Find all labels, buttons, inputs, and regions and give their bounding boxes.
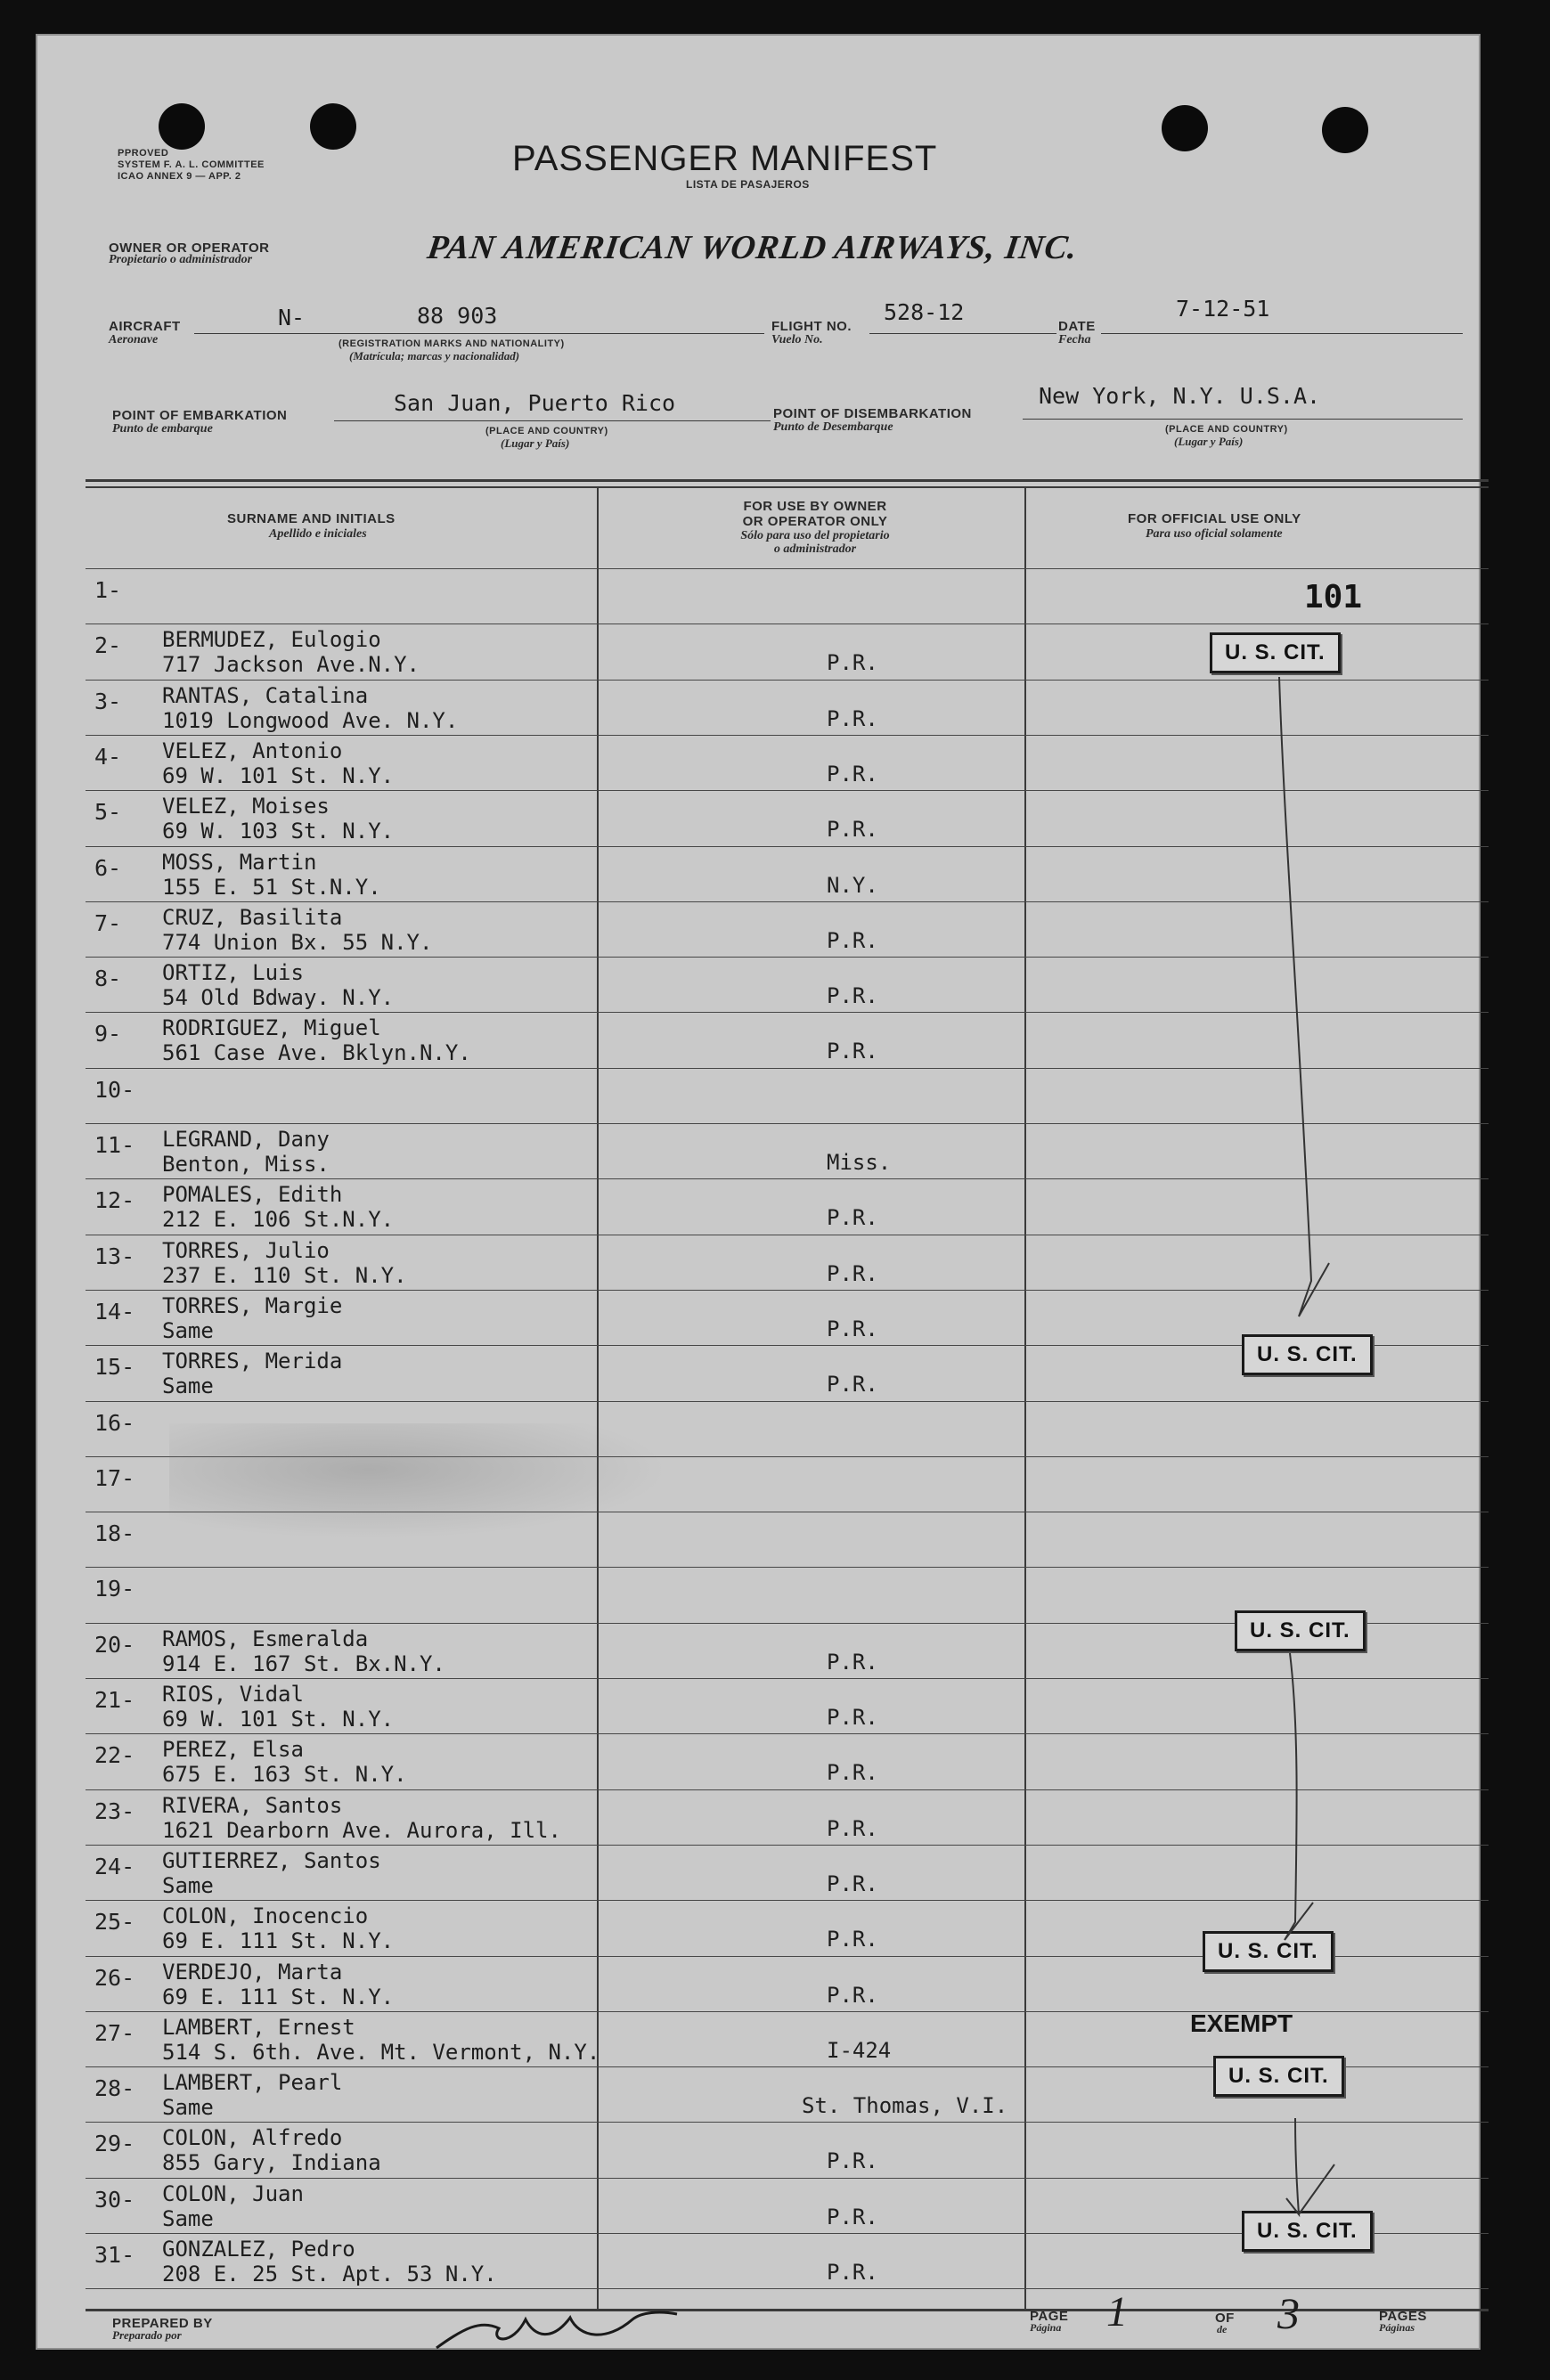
passenger-name: TORRES, Julio [162, 1237, 330, 1263]
row-number: 13- [94, 1243, 135, 1269]
row-number: 1- [94, 577, 122, 603]
passenger-address: 212 E. 106 St.N.Y. [162, 1207, 395, 1233]
passenger-address: 1019 Longwood Ave. N.Y. [162, 707, 459, 733]
embark-label: POINT OF EMBARKATION [112, 408, 288, 423]
row-number: 15- [94, 1354, 135, 1381]
operator-code: P.R. [827, 2204, 878, 2229]
embark-place-note-es: (Lugar y País) [501, 436, 570, 450]
passenger-name: VELEZ, Antonio [162, 738, 343, 763]
passenger-name: RANTAS, Catalina [162, 682, 369, 708]
pencil-mark [36, 34, 1481, 2350]
disembark-place-note: (PLACE AND COUNTRY) [1165, 424, 1288, 435]
page-title-es: LISTA DE PASAJEROS [686, 178, 810, 191]
passenger-name: COLON, Juan [162, 2180, 304, 2206]
us-cit-stamp: U. S. CIT. [1242, 2211, 1373, 2252]
disembark-label-es: Punto de Desembarque [773, 420, 893, 434]
operator-code: P.R. [827, 1039, 878, 1064]
passenger-address: 237 E. 110 St. N.Y. [162, 1262, 407, 1288]
embark-value: San Juan, Puerto Rico [394, 390, 676, 416]
of-label: OF [1215, 2311, 1235, 2326]
operator-code: P.R. [827, 1316, 878, 1341]
passenger-address: 561 Case Ave. Bklyn.N.Y. [162, 1040, 471, 1066]
of-label-es: de [1217, 2323, 1228, 2335]
approval-line: PPROVED [118, 148, 169, 159]
passenger-name: RODRIGUEZ, Miguel [162, 1015, 381, 1041]
passenger-name: VERDEJO, Marta [162, 1959, 343, 1985]
signature [428, 2302, 695, 2355]
row-number: 30- [94, 2186, 135, 2213]
passenger-address: 69 E. 111 St. N.Y. [162, 1928, 395, 1954]
passenger-name: LEGRAND, Dany [162, 1127, 330, 1152]
us-cit-stamp: U. S. CIT. [1210, 632, 1341, 673]
operator-code: P.R. [827, 817, 878, 843]
row-number: 14- [94, 1298, 135, 1324]
aircraft-prefix: N- [278, 305, 306, 330]
passenger-address: 774 Union Bx. 55 N.Y. [162, 929, 433, 955]
us-cit-stamp: U. S. CIT. [1203, 1931, 1334, 1972]
passenger-address: Same [162, 1373, 214, 1399]
passenger-name: RIOS, Vidal [162, 1682, 304, 1707]
operator-code: St. Thomas, V.I. [802, 2093, 1008, 2119]
passenger-address: Same [162, 2205, 214, 2231]
passenger-address: 69 W. 103 St. N.Y. [162, 819, 395, 844]
passenger-address: 69 W. 101 St. N.Y. [162, 1707, 395, 1732]
approval-line: ICAO ANNEX 9 — APP. 2 [118, 171, 241, 182]
row-number: 19- [94, 1576, 135, 1602]
operator-code: P.R. [827, 1815, 878, 1841]
operator-code: P.R. [827, 1372, 878, 1398]
disembark-place-note-es: (Lugar y País) [1174, 435, 1244, 448]
passenger-address: Same [162, 1872, 214, 1898]
col-owner-header-es-line: o administrador [773, 542, 857, 556]
flight-label: FLIGHT NO. [771, 319, 852, 334]
passenger-address: Benton, Miss. [162, 1152, 330, 1177]
passenger-name: COLON, Alfredo [162, 2125, 343, 2151]
operator-code: P.R. [827, 2148, 878, 2174]
row-number: 24- [94, 1853, 135, 1879]
embark-place-note: (PLACE AND COUNTRY) [485, 426, 608, 436]
row-number: 7- [94, 909, 122, 936]
us-cit-stamp: U. S. CIT. [1235, 1610, 1366, 1651]
col-surname-header-es: Apellido e iniciales [269, 527, 367, 541]
passenger-name: MOSS, Martin [162, 849, 317, 875]
row-number: 27- [94, 2019, 135, 2046]
passenger-name: POMALES, Edith [162, 1182, 343, 1208]
flight-label-es: Vuelo No. [771, 333, 823, 346]
passenger-name: GUTIERREZ, Santos [162, 1847, 381, 1873]
passenger-name: RIVERA, Santos [162, 1792, 343, 1818]
pages-label: PAGES [1379, 2309, 1427, 2324]
row-number: 22- [94, 1742, 135, 1769]
aircraft-label-es: Aeronave [109, 333, 159, 346]
operator-code: P.R. [827, 1705, 878, 1730]
operator-code: P.R. [827, 927, 878, 953]
passenger-name: LAMBERT, Ernest [162, 2014, 355, 2040]
row-number: 26- [94, 1964, 135, 1991]
row-number: 21- [94, 1687, 135, 1713]
operator-code: P.R. [827, 1760, 878, 1786]
passenger-name: GONZALEZ, Pedro [162, 2237, 355, 2262]
row-number: 25- [94, 1909, 135, 1936]
row-number: 20- [94, 1631, 135, 1658]
row-number: 17- [94, 1464, 135, 1491]
prepared-label-es: Preparado por [112, 2328, 182, 2342]
us-cit-stamp: U. S. CIT. [1213, 2056, 1344, 2097]
operator-code: P.R. [827, 1982, 878, 2008]
official-number: 101 [1304, 579, 1363, 615]
passenger-name: COLON, Inocencio [162, 1903, 369, 1929]
passenger-name: VELEZ, Moises [162, 794, 330, 819]
row-number: 31- [94, 2242, 135, 2268]
operator-code: P.R. [827, 1649, 878, 1675]
flight-value: 528-12 [884, 299, 965, 325]
row-number: 6- [94, 854, 122, 881]
col-owner-header-line: OR OPERATOR ONLY [742, 514, 888, 529]
passenger-address: 514 S. 6th. Ave. Mt. Vermont, N.Y. [162, 2039, 600, 2065]
row-number: 2- [94, 632, 122, 659]
passenger-address: Same [162, 2095, 214, 2121]
prepared-label: PREPARED BY [112, 2316, 213, 2331]
passenger-address: 1621 Dearborn Ave. Aurora, Ill. [162, 1817, 561, 1843]
row-number: 5- [94, 799, 122, 826]
col-surname-header: SURNAME AND INITIALS [227, 511, 396, 526]
date-label-es: Fecha [1058, 333, 1091, 346]
us-cit-stamp: U. S. CIT. [1242, 1334, 1373, 1375]
passenger-name: CRUZ, Basilita [162, 904, 343, 930]
passenger-name: PEREZ, Elsa [162, 1737, 304, 1763]
page-title: PASSENGER MANIFEST [512, 139, 938, 178]
passenger-name: ORTIZ, Luis [162, 960, 304, 986]
pages-label-es: Páginas [1379, 2321, 1415, 2334]
aircraft-label: AIRCRAFT [109, 319, 181, 334]
row-number: 11- [94, 1132, 135, 1158]
operator-code: P.R. [827, 2260, 878, 2285]
passenger-address: Same [162, 1317, 214, 1343]
row-number: 10- [94, 1076, 135, 1103]
row-number: 3- [94, 688, 122, 714]
passenger-address: 208 E. 25 St. Apt. 53 N.Y. [162, 2262, 497, 2286]
manifest-sheet [36, 34, 1481, 2350]
passenger-name: BERMUDEZ, Eulogio [162, 627, 381, 653]
owner-value: PAN AMERICAN WORLD AIRWAYS, INC. [425, 229, 1081, 266]
passenger-address: 855 Gary, Indiana [162, 2150, 381, 2176]
passenger-address: 155 E. 51 St.N.Y. [162, 874, 381, 900]
operator-code: P.R. [827, 761, 878, 787]
row-number: 4- [94, 743, 122, 770]
operator-code: P.R. [827, 1205, 878, 1231]
disembark-label: POINT OF DISEMBARKATION [773, 406, 972, 421]
col-official-header: FOR OFFICIAL USE ONLY [1128, 511, 1301, 526]
disembark-value: New York, N.Y. U.S.A. [1039, 383, 1321, 409]
passenger-name: TORRES, Margie [162, 1292, 343, 1318]
operator-code: I-424 [827, 2037, 892, 2063]
owner-label: OWNER OR OPERATOR [109, 240, 270, 256]
passenger-name: TORRES, Merida [162, 1349, 343, 1374]
row-number: 28- [94, 2075, 135, 2102]
row-number: 29- [94, 2131, 135, 2157]
row-number: 18- [94, 1520, 135, 1547]
operator-code: P.R. [827, 1927, 878, 1952]
row-number: 12- [94, 1187, 135, 1214]
page-label: PAGE [1030, 2309, 1069, 2324]
aircraft-value: 88 903 [417, 303, 498, 329]
owner-label-es: Propietario o administrador [109, 253, 253, 266]
passenger-address: 914 E. 167 St. Bx.N.Y. [162, 1651, 445, 1676]
row-number: 9- [94, 1021, 122, 1047]
operator-code: P.R. [827, 1871, 878, 1896]
operator-code: P.R. [827, 1260, 878, 1286]
row-number: 23- [94, 1797, 135, 1824]
passenger-address: 54 Old Bdway. N.Y. [162, 985, 395, 1011]
approval-line: SYSTEM F. A. L. COMMITTEE [118, 159, 265, 170]
col-owner-header-line: FOR USE BY OWNER [743, 499, 887, 514]
row-number: 8- [94, 966, 122, 992]
operator-code: P.R. [827, 650, 878, 676]
col-owner-header-es-line: Sólo para uso del propietario [740, 529, 890, 542]
erased-entry [169, 1423, 668, 1539]
date-value: 7-12-51 [1176, 296, 1270, 322]
date-label: DATE [1058, 319, 1096, 334]
passenger-address: 69 W. 101 St. N.Y. [162, 762, 395, 788]
row-number: 16- [94, 1409, 135, 1436]
passenger-name: LAMBERT, Pearl [162, 2070, 343, 2096]
page-label-es: Página [1030, 2321, 1062, 2334]
passenger-address: 69 E. 111 St. N.Y. [162, 1984, 395, 2009]
operator-code: N.Y. [827, 872, 878, 898]
page-number: 1 [1106, 2288, 1128, 2335]
passenger-address: 717 Jackson Ave.N.Y. [162, 652, 420, 678]
passenger-address: 675 E. 163 St. N.Y. [162, 1762, 407, 1788]
embark-label-es: Punto de embarque [112, 422, 213, 436]
registration-note: (REGISTRATION MARKS AND NATIONALITY) [339, 338, 565, 349]
registration-note-es: (Matrícula; marcas y nacionalidad) [349, 349, 520, 363]
operator-code: Miss. [827, 1150, 892, 1175]
total-pages: 3 [1277, 2288, 1300, 2338]
passenger-name: RAMOS, Esmeralda [162, 1626, 369, 1651]
exempt-stamp: EXEMPT [1190, 2009, 1293, 2037]
col-official-header-es: Para uso oficial solamente [1146, 527, 1283, 541]
operator-code: P.R. [827, 705, 878, 731]
operator-code: P.R. [827, 983, 878, 1009]
